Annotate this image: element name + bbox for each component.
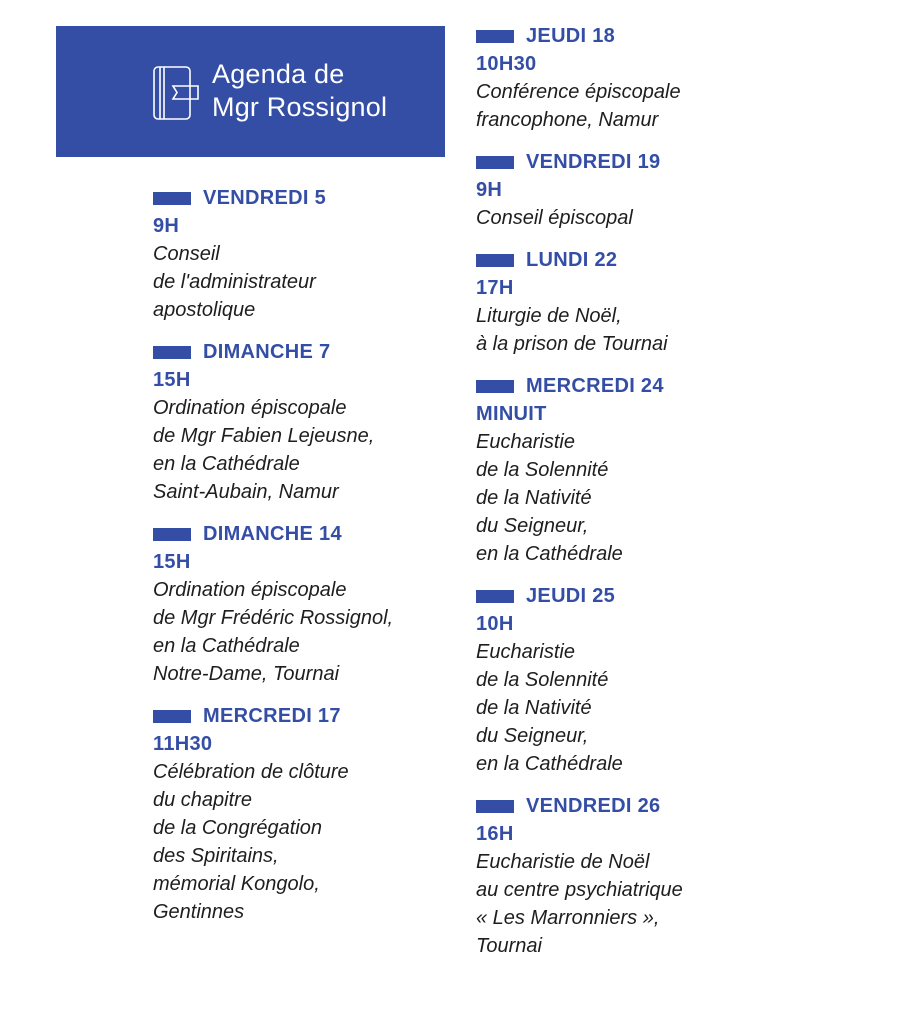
day-label: LUNDI 22 (526, 248, 618, 271)
event-description-line: francophone, Namur (476, 109, 659, 131)
event-time: 11H30 (153, 733, 213, 755)
day-marker-bar (476, 590, 514, 603)
day-heading (153, 184, 473, 212)
event-description (476, 428, 796, 568)
event-description-line: Eucharistie de Noël (476, 851, 650, 873)
agenda-entry (476, 148, 796, 232)
event-description-line: Tournai (476, 935, 542, 957)
day-marker-bar (476, 380, 514, 393)
agenda-title (212, 58, 387, 124)
day-label: DIMANCHE 14 (203, 522, 342, 545)
day-label: VENDREDI 19 (526, 150, 661, 173)
agenda-entry (476, 792, 796, 960)
day-label: JEUDI 25 (526, 584, 616, 607)
day-label: DIMANCHE 7 (203, 340, 331, 363)
agenda-entry (153, 338, 473, 506)
event-time: 10H30 (476, 53, 537, 75)
event-description-line: en la Cathédrale (153, 635, 300, 657)
event-description-line: apostolique (153, 299, 256, 321)
day-marker-bar (153, 710, 191, 723)
agenda-right-column (476, 22, 796, 974)
event-description-line: Ordination épiscopale (153, 579, 347, 601)
agenda-entry (153, 702, 473, 926)
agenda-title-line1: Agenda de (212, 59, 345, 89)
agenda-entry (476, 372, 796, 568)
event-description-line: Eucharistie (476, 431, 575, 453)
event-description (476, 204, 796, 232)
event-description-line: Liturgie de Noël, (476, 305, 622, 327)
event-time: 10H (476, 613, 514, 635)
event-description-line: Gentinnes (153, 901, 245, 923)
day-marker-bar (476, 156, 514, 169)
event-description-line: en la Cathédrale (476, 543, 623, 565)
event-description-line: Eucharistie (476, 641, 575, 663)
day-heading (153, 520, 473, 548)
event-description (153, 758, 473, 926)
day-marker-bar (153, 346, 191, 359)
day-heading (153, 702, 473, 730)
event-time: 16H (476, 823, 514, 845)
event-description (153, 394, 473, 506)
agenda-left-column (153, 184, 473, 940)
event-description (476, 302, 796, 358)
event-description-line: Notre-Dame, Tournai (153, 663, 340, 685)
event-description-line: de la Nativité (476, 487, 592, 509)
event-description (153, 240, 473, 324)
day-heading (476, 148, 796, 176)
day-label: MERCREDI 17 (203, 704, 341, 727)
day-marker-bar (476, 254, 514, 267)
event-description-line: du Seigneur, (476, 725, 589, 747)
event-description-line: Célébration de clôture (153, 761, 349, 783)
event-description (153, 576, 473, 688)
agenda-entry (153, 520, 473, 688)
event-description-line: de la Nativité (476, 697, 592, 719)
event-time: 17H (476, 277, 514, 299)
event-description-line: de la Congrégation (153, 817, 323, 839)
event-time: MINUIT (476, 403, 547, 425)
day-marker-bar (153, 528, 191, 541)
day-marker-bar (153, 192, 191, 205)
day-marker-bar (476, 800, 514, 813)
event-description (476, 78, 796, 134)
event-description-line: de la Solennité (476, 669, 609, 691)
agenda-entry (476, 582, 796, 778)
event-description-line: au centre psychiatrique (476, 879, 683, 901)
event-description-line: de l'administrateur (153, 271, 316, 293)
event-description-line: du Seigneur, (476, 515, 589, 537)
day-heading (476, 372, 796, 400)
event-description (476, 848, 796, 960)
event-time: 9H (153, 215, 180, 237)
agenda-entry (153, 184, 473, 324)
event-description-line: de Mgr Fabien Lejeusne, (153, 425, 375, 447)
day-heading (476, 792, 796, 820)
agenda-entry (476, 246, 796, 358)
day-heading (476, 22, 796, 50)
event-time: 15H (153, 369, 191, 391)
day-heading (476, 246, 796, 274)
event-time: 9H (476, 179, 503, 201)
event-description-line: du chapitre (153, 789, 252, 811)
event-description (476, 638, 796, 778)
agenda-entry (476, 22, 796, 134)
day-label: VENDREDI 26 (526, 794, 661, 817)
event-description-line: des Spiritains, (153, 845, 279, 867)
day-label: MERCREDI 24 (526, 374, 664, 397)
event-description-line: en la Cathédrale (153, 453, 300, 475)
agenda-title-line2: Mgr Rossignol (212, 92, 388, 122)
event-description-line: Conseil (153, 243, 220, 265)
event-description-line: de la Solennité (476, 459, 609, 481)
agenda-notebook-icon (153, 66, 199, 120)
event-description-line: Ordination épiscopale (153, 397, 347, 419)
event-time: 15H (153, 551, 191, 573)
day-label: JEUDI 18 (526, 24, 616, 47)
event-description-line: Saint-Aubain, Namur (153, 481, 339, 503)
day-marker-bar (476, 30, 514, 43)
day-heading (476, 582, 796, 610)
event-description-line: à la prison de Tournai (476, 333, 668, 355)
event-description-line: « Les Marronniers », (476, 907, 660, 929)
event-description-line: en la Cathédrale (476, 753, 623, 775)
agenda-header (56, 26, 445, 157)
day-heading (153, 338, 473, 366)
event-description-line: Conférence épiscopale (476, 81, 681, 103)
event-description-line: mémorial Kongolo, (153, 873, 320, 895)
event-description-line: de Mgr Frédéric Rossignol, (153, 607, 394, 629)
event-description-line: Conseil épiscopal (476, 207, 633, 229)
day-label: VENDREDI 5 (203, 186, 327, 209)
